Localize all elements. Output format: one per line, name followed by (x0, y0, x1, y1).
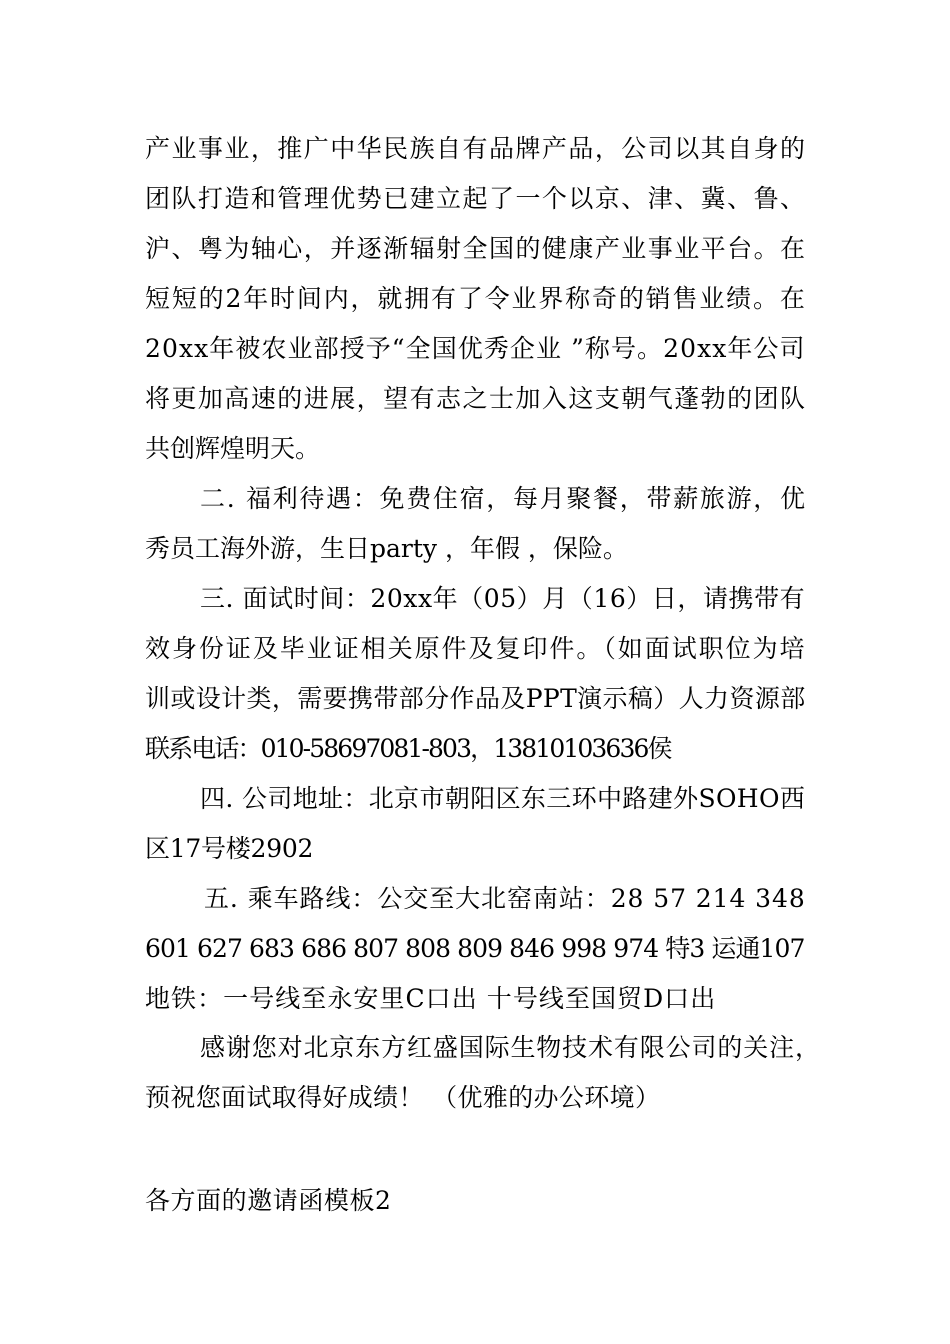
paragraph-line: 产业事业，推广中华民族自有品牌产品，公司以其自身的 (145, 134, 807, 163)
section-route-line: 五. 乘车路线：公交至大北窑南站：28 57 214 348 (204, 884, 806, 913)
paragraph-line: 秀员工海外游，生日party ，年假 ，保险。 (145, 534, 628, 563)
paragraph-line: 区17号楼2902 (145, 834, 314, 863)
paragraph-line: 短短的2年时间内，就拥有了令业界称奇的销售业绩。在 (145, 284, 807, 313)
contact-phone-line: 联系电话：010-58697081-803，13810103636侯 (145, 734, 671, 763)
paragraph-line: 训或设计类，需要携带部分作品及PPT演示稿）人力资源部 (145, 684, 806, 713)
paragraph-line: 效身份证及毕业证相关原件及复印件。（如面试职位为培 (145, 634, 807, 663)
paragraph-line: 将更加高速的进展，望有志之士加入这支朝气蓬勃的团队 (145, 384, 807, 413)
paragraph-line: 沪、粤为轴心，并逐渐辐射全国的健康产业事业平台。在 (145, 234, 807, 263)
paragraph-line: 20xx年被农业部授予“全国优秀企业 ”称号。20xx年公司 (145, 334, 806, 363)
section-benefits-line: 二. 福利待遇：免费住宿，每月聚餐，带薪旅游，优 (200, 484, 807, 513)
bus-routes-line: 601 627 683 686 807 808 809 846 998 974 特3 运通107 (145, 934, 805, 963)
next-section-heading: 各方面的邀请函模板2 (145, 1186, 392, 1215)
subway-route-line: 地铁：一号线至永安里C口出 十号线至国贸D口出 (145, 984, 717, 1013)
section-address-line: 四. 公司地址：北京市朝阳区东三环中路建外SOHO西 (200, 784, 806, 813)
paragraph-line: 共创辉煌明天。 (145, 434, 321, 463)
section-interview-time-line: 三. 面试时间：20xx年（05）月（16）日，请携带有 (200, 584, 806, 613)
closing-line: 感谢您对北京东方红盛国际生物技术有限公司的关注， (200, 1033, 821, 1062)
closing-line: 预祝您面试取得好成绩！ （优雅的办公环境） (145, 1083, 661, 1112)
paragraph-line: 团队打造和管理优势已建立起了一个以京、津、冀、鲁、 (145, 184, 807, 213)
